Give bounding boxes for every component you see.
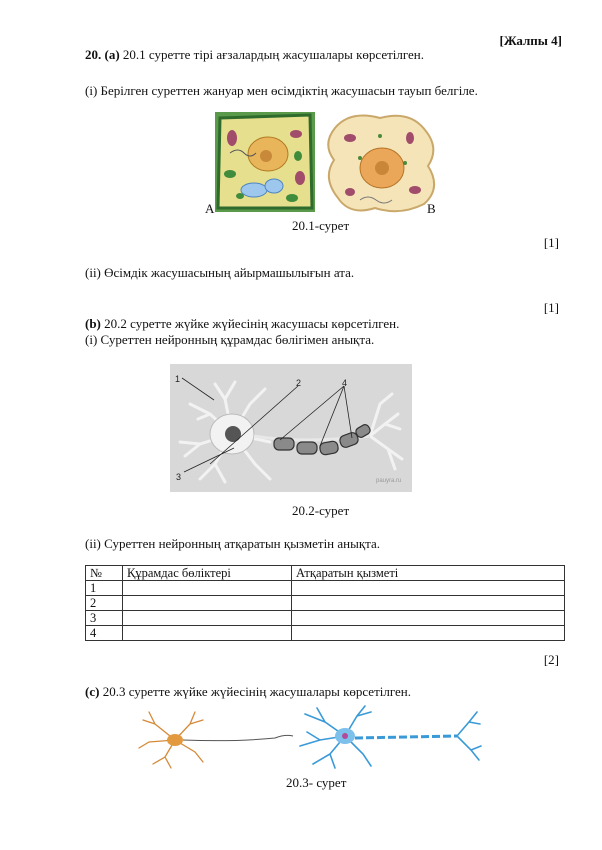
part-b-ii-text: (ii) Суреттен нейронның атқаратын қызметін анықта. (85, 536, 381, 551)
part-a-intro-text: 20.1 суретте тірі ағзалардың жасушалары көрсетілген. (122, 47, 425, 62)
table-header-cell: № (86, 566, 123, 581)
neuron-label-4: 4 (342, 378, 348, 388)
watermark: pauyra.ru (376, 478, 402, 484)
part-c-intro-text: 20.3 суретте жүйке жүйесінің жасушалары көрсетілген. (102, 684, 411, 699)
answer-cell[interactable] (292, 611, 565, 626)
plant-cell-image (215, 112, 315, 212)
animal-cell-image (328, 116, 434, 212)
table-header-row (86, 566, 565, 581)
figure-20-2-caption: 20.2-сурет (292, 503, 350, 518)
part-b-intro (85, 316, 399, 332)
table-header-cell: Құрамдас бөліктері (123, 566, 292, 581)
neuron-orange-image (139, 712, 293, 768)
cells-figure (210, 108, 450, 216)
neuron-blue-image (300, 706, 481, 768)
neuron-label-1: 1 (175, 374, 181, 384)
question-20a-intro (85, 47, 424, 63)
answer-cell[interactable] (123, 626, 292, 641)
marks-b: [2] (543, 652, 559, 667)
answer-cell[interactable] (292, 596, 565, 611)
marks-a-i: [1] (543, 235, 559, 250)
row-number-cell: 2 (86, 596, 123, 611)
part-c-label: (c) (85, 684, 100, 699)
answer-table (85, 565, 565, 641)
table-header-cell: Атқаратын қызметі (292, 566, 565, 581)
cell-label-b: B (427, 201, 436, 216)
table-row (86, 596, 565, 611)
nerve-cells-figure (135, 702, 485, 772)
row-number-cell: 1 (86, 581, 123, 596)
answer-cell[interactable] (292, 581, 565, 596)
answer-cell[interactable] (123, 596, 292, 611)
answer-cell[interactable] (292, 626, 565, 641)
part-a-i-text: (i) Берілген суреттен жануар мен өсімдіктің жасушасын тауып белгіле. (85, 83, 478, 98)
row-number-cell: 3 (86, 611, 123, 626)
neuron-label-3: 3 (176, 472, 182, 482)
neuron-figure (170, 364, 412, 492)
part-b-i-text: (i) Суреттен нейронның құрамдас бөлігімен анықта. (85, 332, 375, 347)
total-marks: [Жалпы 4] (499, 33, 562, 48)
answer-cell[interactable] (123, 581, 292, 596)
figure-20-3-caption: 20.3- сурет (286, 775, 347, 790)
table-row (86, 581, 565, 596)
part-b-label: (b) (85, 316, 101, 331)
part-a-label: (a) (104, 47, 120, 62)
figure-20-1-caption: 20.1-сурет (292, 218, 350, 233)
part-b-intro-text: 20.2 суретте жүйке жүйесінің жасушасы көрсетілген. (104, 316, 400, 331)
part-c-intro (85, 684, 411, 700)
table-row (86, 626, 565, 641)
cell-label-a: A (205, 201, 215, 216)
part-a-ii-text: (ii) Өсімдік жасушасының айырмашылығын ата. (85, 265, 355, 280)
question-number: 20. (85, 47, 102, 62)
answer-cell[interactable] (123, 611, 292, 626)
neuron-label-2: 2 (296, 378, 302, 388)
row-number-cell: 4 (86, 626, 123, 641)
neuron-diagram-image (170, 364, 412, 492)
marks-a-ii: [1] (543, 300, 559, 315)
table-row (86, 611, 565, 626)
